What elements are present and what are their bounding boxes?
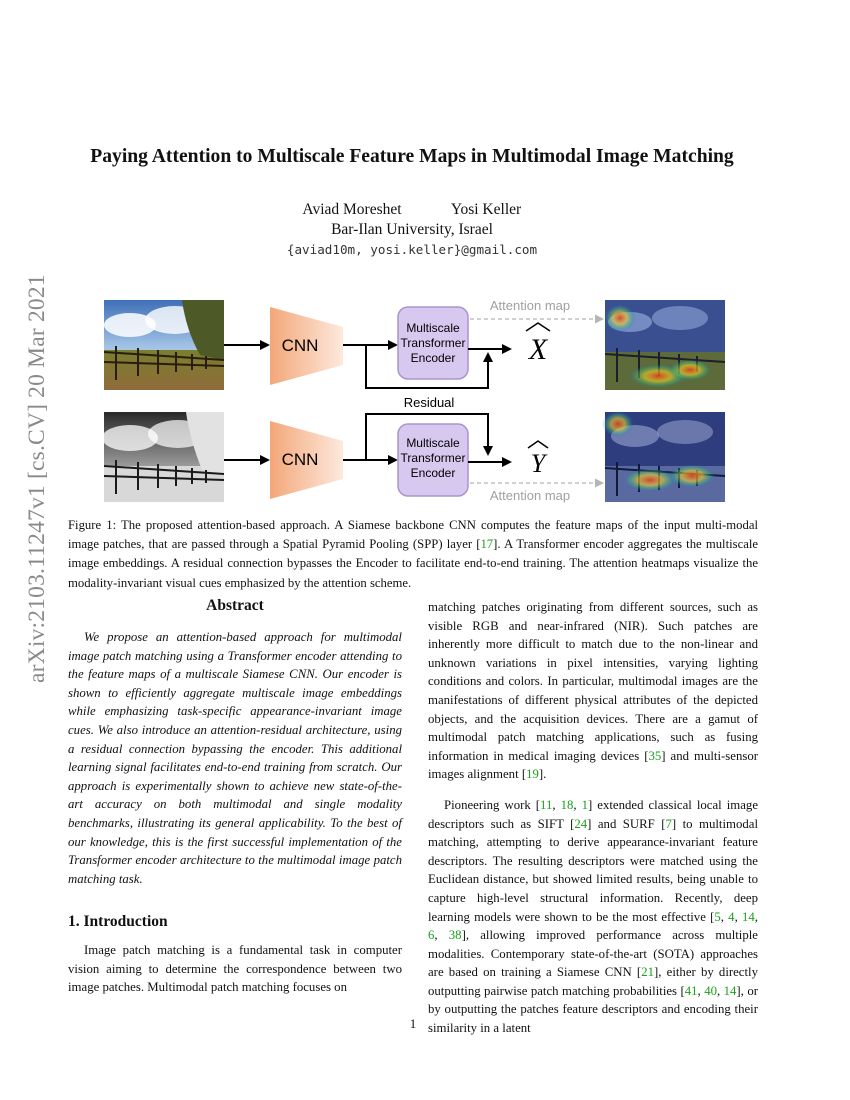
citation-link[interactable]: 19 (526, 767, 539, 782)
encoder-label-line: Multiscale (406, 436, 460, 450)
attention-map-label: Attention map (489, 488, 571, 503)
output-symbol-y (528, 441, 548, 478)
citation-link[interactable]: 38 (448, 928, 462, 943)
svg-text:Y: Y (530, 449, 546, 478)
svg-text:X: X (528, 333, 548, 366)
input-rgb-image (104, 300, 224, 390)
citation-link[interactable]: 24 (574, 816, 588, 831)
author-email[interactable]: {aviad10m, yosi.keller}@gmail.com (286, 242, 538, 257)
author-name: Yosi Keller (450, 201, 522, 218)
abstract-paragraph: We propose an attention-based approach for multimodal image patch matching using a Transformer encoder attending to the feature maps of a multiscale Siamese CNN. Our encoder is shown to efficiently aggregate multiscale image embeddings while emphasizing task-specific appearance-invariant image cues. We also introduce an attention-residual architecture, using a residual connection bypassing the encoder. This additional learning signal facilitates end-to-end training from scratch. Our approach is experimentally shown to achieve new state-of-the-art accuracy on both multimodal and single modality benchmarks, illustrating its general applicability. To the best of our knowledge, this is the first successful implementation of the Transformer encoder architecture to the multimodal image patch matching task. (68, 630, 402, 886)
right-column (428, 598, 758, 1038)
citation-link[interactable]: 41 (684, 983, 698, 998)
introduction-paragraph: Image patch matching is a fundamental task in computer vision aiming to determine the correspondence between two image patches. Multimodal patch matching focuses on (68, 943, 402, 995)
cnn-block-top (270, 307, 343, 385)
cnn-label: CNN (281, 336, 319, 355)
cnn-label: CNN (281, 450, 319, 469)
citation-link[interactable]: 21 (641, 965, 654, 980)
attention-heatmap-nir (602, 411, 725, 502)
citation-link[interactable]: 1 (581, 797, 589, 812)
author-name: Aviad Moreshet (302, 201, 402, 218)
encoder-block-top (398, 307, 468, 379)
abstract-body (68, 628, 402, 888)
page-number: 1 (409, 1016, 417, 1031)
encoder-label-line: Multiscale (406, 321, 460, 335)
residual-label: Residual (403, 395, 455, 410)
citation-link[interactable]: 14 (741, 909, 755, 924)
paragraph: Pioneering work [11, 18, 1] extended classical local image descriptors such as SIFT [24] and SURF [7] to multimodal matching, attempting to derive appearance-invariant feature descriptors. The resulting descriptors were matched using the Euclidean distance, but showed limited results, being unable to capture high-level structural information. Recently, deep learning models were shown to be the most effective [5, 4, 14, 6, 38], allowing improved performance across multiple modalities. Contemporary state-of-the-art (SOTA) approaches are based on training a Siamese CNN [21], either by directly outputting pairwise patch matching probabilities [41, 40, 14], or by outputting the patches feature descriptors and encoding their similarity in a latent (428, 797, 759, 1036)
introduction-body (68, 941, 402, 997)
citation-link[interactable]: 40 (704, 983, 717, 998)
paper-title: Paying Attention to Multiscale Feature Maps in Multimodal Image Matching (90, 146, 734, 167)
citation-link[interactable]: 35 (648, 748, 662, 763)
paragraph: matching patches originating from different sources, such as visible RGB and near-infrared (NIR). Such patches are inherently more difficult to match due to the non-linear and unknown variations in pixel intensities, varying lighting conditions and colors. In particular, multimodal images are the manifestations of different physical attributes of the depicted objects, and the acquisition devices. There are a gamut of multimodal patch matching applications, such as fusing information in medical imaging devices [35] and multi-sensor images alignment [19]. (428, 600, 758, 782)
affiliation: Bar-Ilan University, Israel (331, 221, 493, 238)
citation-link[interactable]: 18 (560, 797, 574, 812)
citation-link[interactable]: 17 (480, 537, 494, 552)
citation-link[interactable]: 14 (723, 983, 737, 998)
encoder-label-line: Transformer (400, 451, 466, 465)
encoder-block-bottom (398, 424, 468, 496)
figure-1-diagram (90, 290, 770, 512)
encoder-label-line: Encoder (410, 351, 456, 365)
encoder-label-line: Encoder (410, 466, 456, 480)
section-heading: 1. Introduction (68, 913, 168, 930)
cnn-block-bottom (270, 421, 343, 499)
arxiv-identifier: arXiv:2103.11247v1 [cs.CV] 20 Mar 2021 (24, 274, 50, 683)
citation-link[interactable]: 4 (728, 909, 735, 924)
attention-map-label: Attention map (489, 298, 571, 313)
citation-link[interactable]: 7 (665, 816, 672, 831)
abstract-heading: Abstract (206, 597, 264, 614)
citation-link[interactable]: 6 (428, 928, 435, 943)
output-symbol-x (526, 323, 550, 366)
encoder-label-line: Transformer (400, 336, 466, 350)
citation-link[interactable]: 5 (714, 909, 721, 924)
figure-caption: Figure 1: The proposed attention-based approach. A Siamese backbone CNN computes the feature maps of the input multi-modal image patches, that are passed through a Spatial Pyramid Pooling (SPP) layer [17]. A Transformer encoder aggregates the multiscale image embeddings. A residual connection bypasses the Encoder to facilitate end-to-end training. The attention heatmaps visualize the modality-invariant visual cues emphasized by the attention scheme. (68, 518, 758, 590)
input-nir-image (102, 412, 224, 502)
citation-link[interactable]: 11 (540, 797, 553, 812)
attention-heatmap-rgb (604, 300, 725, 390)
